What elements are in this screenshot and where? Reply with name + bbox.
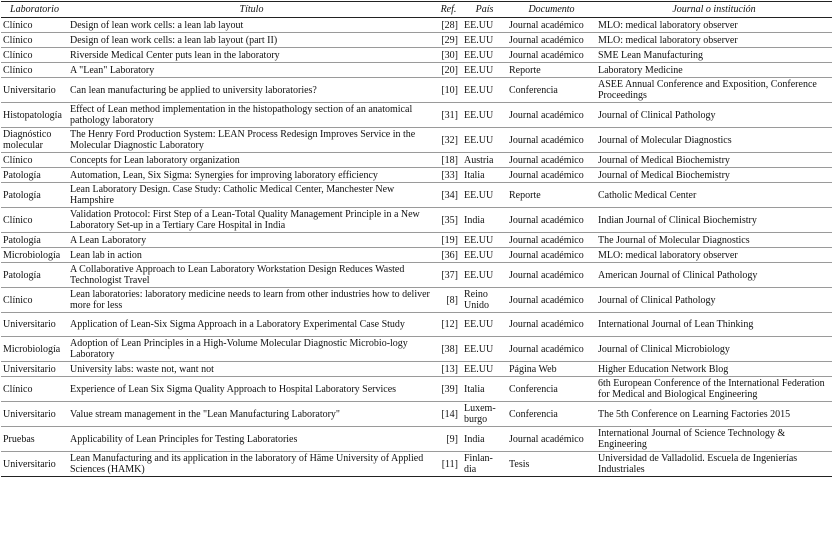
cell-ref: [20]: [435, 63, 462, 78]
cell-journal: The Journal of Molecular Diagnostics: [596, 233, 832, 248]
cell-titulo: Application of Lean-Six Sigma Approach in a Laboratory Experimental Case Study: [68, 313, 435, 337]
cell-journal: Laboratory Medicine: [596, 63, 832, 78]
cell-documento: Journal académico: [507, 168, 596, 183]
cell-documento: Journal académico: [507, 263, 596, 288]
table-row: [1, 288, 832, 313]
cell-journal: MLO: medical laboratory observer: [596, 248, 832, 263]
cell-pais: EE.UU: [462, 233, 507, 248]
cell-documento: Reporte: [507, 183, 596, 208]
header-documento: Documento: [507, 2, 596, 18]
table-row: [1, 78, 832, 103]
cell-pais: EE.UU: [462, 128, 507, 153]
cell-titulo: Lean laboratories: laboratory medicine needs to learn from other industries how to deliver more for less: [68, 288, 435, 313]
cell-documento: Conferencia: [507, 377, 596, 402]
cell-titulo: University labs: waste not, want not: [68, 362, 435, 377]
cell-journal: Journal of Medical Biochemistry: [596, 153, 832, 168]
table-row: [1, 337, 832, 362]
cell-pais: Italia: [462, 377, 507, 402]
cell-laboratorio: Universitario: [1, 362, 68, 377]
cell-titulo: Adoption of Lean Principles in a High-Volume Molecular Diagnostic Microbio-logy Laboratory: [68, 337, 435, 362]
cell-titulo: Experience of Lean Six Sigma Quality Approach to Hospital Laboratory Services: [68, 377, 435, 402]
cell-journal: International Journal of Science Technology & Engineering: [596, 427, 832, 452]
cell-pais: EE.UU: [462, 263, 507, 288]
cell-titulo: A "Lean" Laboratory: [68, 63, 435, 78]
table-row: [1, 208, 832, 233]
table-row: [1, 362, 832, 377]
cell-ref: [19]: [435, 233, 462, 248]
cell-pais: Luxem-burgo: [462, 402, 507, 427]
cell-titulo: Lean lab in action: [68, 248, 435, 263]
literature-table: [1, 1, 832, 477]
cell-ref: [12]: [435, 313, 462, 337]
cell-documento: Journal académico: [507, 427, 596, 452]
cell-pais: Italia: [462, 168, 507, 183]
cell-pais: Austria: [462, 153, 507, 168]
cell-ref: [33]: [435, 168, 462, 183]
cell-laboratorio: Patología: [1, 263, 68, 288]
cell-documento: Journal académico: [507, 248, 596, 263]
cell-titulo: Lean Manufacturing and its application in the laboratory of Häme University of Applied Sciences (HAMK): [68, 452, 435, 477]
table-row: [1, 427, 832, 452]
cell-laboratorio: Microbiología: [1, 248, 68, 263]
cell-ref: [13]: [435, 362, 462, 377]
cell-titulo: Concepts for Lean laboratory organization: [68, 153, 435, 168]
cell-ref: [37]: [435, 263, 462, 288]
table-row: [1, 402, 832, 427]
cell-journal: 6th European Conference of the International Federation for Medical and Biological Engineering: [596, 377, 832, 402]
header-row: [1, 2, 832, 18]
cell-laboratorio: Clínico: [1, 48, 68, 63]
cell-pais: EE.UU: [462, 183, 507, 208]
table-body: [1, 18, 832, 477]
cell-ref: [30]: [435, 48, 462, 63]
cell-ref: [31]: [435, 103, 462, 128]
cell-journal: SME Lean Manufacturing: [596, 48, 832, 63]
cell-pais: EE.UU: [462, 48, 507, 63]
cell-ref: [32]: [435, 128, 462, 153]
cell-laboratorio: Clínico: [1, 288, 68, 313]
cell-documento: Journal académico: [507, 337, 596, 362]
cell-documento: Journal académico: [507, 313, 596, 337]
cell-pais: EE.UU: [462, 63, 507, 78]
cell-ref: [38]: [435, 337, 462, 362]
cell-titulo: A Collaborative Approach to Lean Laboratory Workstation Design Reduces Wasted Technologist Travel: [68, 263, 435, 288]
cell-journal: Journal of Clinical Pathology: [596, 103, 832, 128]
cell-ref: [8]: [435, 288, 462, 313]
cell-pais: EE.UU: [462, 362, 507, 377]
cell-laboratorio: Clínico: [1, 33, 68, 48]
cell-journal: American Journal of Clinical Pathology: [596, 263, 832, 288]
cell-documento: Journal académico: [507, 103, 596, 128]
header-journal: Journal o institución: [596, 2, 832, 18]
cell-pais: EE.UU: [462, 78, 507, 103]
cell-titulo: Can lean manufacturing be applied to university laboratories?: [68, 78, 435, 103]
cell-laboratorio: Histopatología: [1, 103, 68, 128]
cell-ref: [39]: [435, 377, 462, 402]
cell-journal: Indian Journal of Clinical Biochemistry: [596, 208, 832, 233]
cell-documento: Journal académico: [507, 18, 596, 33]
cell-laboratorio: Universitario: [1, 313, 68, 337]
cell-documento: Journal académico: [507, 48, 596, 63]
cell-pais: Finlan-dia: [462, 452, 507, 477]
cell-journal: Journal of Clinical Microbiology: [596, 337, 832, 362]
cell-pais: EE.UU: [462, 103, 507, 128]
cell-ref: [35]: [435, 208, 462, 233]
header-pais: País: [462, 2, 507, 18]
cell-documento: Journal académico: [507, 128, 596, 153]
cell-documento: Reporte: [507, 63, 596, 78]
table-row: [1, 233, 832, 248]
cell-pais: EE.UU: [462, 337, 507, 362]
cell-titulo: Automation, Lean, Six Sigma: Synergies for improving laboratory efficiency: [68, 168, 435, 183]
cell-documento: Página Web: [507, 362, 596, 377]
cell-journal: Higher Education Network Blog: [596, 362, 832, 377]
cell-journal: Journal of Molecular Diagnostics: [596, 128, 832, 153]
cell-ref: [29]: [435, 33, 462, 48]
cell-pais: EE.UU: [462, 33, 507, 48]
cell-journal: Universidad de Valladolid. Escuela de Ingenierías Industriales: [596, 452, 832, 477]
cell-ref: [34]: [435, 183, 462, 208]
header-titulo: Título: [68, 2, 435, 18]
cell-documento: Journal académico: [507, 208, 596, 233]
cell-laboratorio: Diagnóstico molecular: [1, 128, 68, 153]
table-row: [1, 263, 832, 288]
cell-laboratorio: Patología: [1, 233, 68, 248]
cell-laboratorio: Universitario: [1, 402, 68, 427]
cell-laboratorio: Pruebas: [1, 427, 68, 452]
cell-titulo: The Henry Ford Production System: LEAN Process Redesign Improves Service in the Molecular Diagnostic Laboratory: [68, 128, 435, 153]
table-row: [1, 33, 832, 48]
table-row: [1, 377, 832, 402]
table-row: [1, 452, 832, 477]
table-row: [1, 63, 832, 78]
cell-journal: Catholic Medical Center: [596, 183, 832, 208]
cell-journal: The 5th Conference on Learning Factories 2015: [596, 402, 832, 427]
cell-ref: [36]: [435, 248, 462, 263]
table-row: [1, 313, 832, 337]
cell-laboratorio: Clínico: [1, 377, 68, 402]
table-row: [1, 18, 832, 33]
cell-laboratorio: Clínico: [1, 63, 68, 78]
cell-pais: EE.UU: [462, 248, 507, 263]
cell-laboratorio: Patología: [1, 183, 68, 208]
table-row: [1, 248, 832, 263]
cell-pais: EE.UU: [462, 18, 507, 33]
cell-journal: International Journal of Lean Thinking: [596, 313, 832, 337]
cell-titulo: Riverside Medical Center puts lean in the laboratory: [68, 48, 435, 63]
cell-laboratorio: Universitario: [1, 452, 68, 477]
cell-pais: India: [462, 427, 507, 452]
table-row: [1, 48, 832, 63]
cell-ref: [18]: [435, 153, 462, 168]
cell-ref: [10]: [435, 78, 462, 103]
cell-documento: Tesis: [507, 452, 596, 477]
cell-documento: Journal académico: [507, 233, 596, 248]
cell-documento: Journal académico: [507, 288, 596, 313]
cell-journal: MLO: medical laboratory observer: [596, 33, 832, 48]
cell-ref: [14]: [435, 402, 462, 427]
cell-pais: Reino Unido: [462, 288, 507, 313]
cell-ref: [9]: [435, 427, 462, 452]
cell-titulo: Validation Protocol: First Step of a Lean-Total Quality Management Principle in a New Laboratory Set-up in a Tertiary Care Hospital in India: [68, 208, 435, 233]
cell-laboratorio: Patología: [1, 168, 68, 183]
cell-titulo: Lean Laboratory Design. Case Study: Catholic Medical Center, Manchester New Hampshire: [68, 183, 435, 208]
cell-titulo: Value stream management in the "Lean Manufacturing Laboratory": [68, 402, 435, 427]
cell-pais: India: [462, 208, 507, 233]
cell-documento: Journal académico: [507, 33, 596, 48]
cell-titulo: Design of lean work cells: a lean lab layout (part II): [68, 33, 435, 48]
cell-laboratorio: Microbiología: [1, 337, 68, 362]
header-ref: Ref.: [435, 2, 462, 18]
table-row: [1, 103, 832, 128]
table-row: [1, 128, 832, 153]
cell-laboratorio: Clínico: [1, 18, 68, 33]
cell-ref: [11]: [435, 452, 462, 477]
cell-titulo: A Lean Laboratory: [68, 233, 435, 248]
cell-laboratorio: Universitario: [1, 78, 68, 103]
cell-journal: MLO: medical laboratory observer: [596, 18, 832, 33]
table-row: [1, 153, 832, 168]
cell-documento: Journal académico: [507, 153, 596, 168]
table-row: [1, 183, 832, 208]
cell-ref: [28]: [435, 18, 462, 33]
cell-laboratorio: Clínico: [1, 153, 68, 168]
cell-titulo: Effect of Lean method implementation in the histopathology section of an anatomical pathology laboratory: [68, 103, 435, 128]
cell-pais: EE.UU: [462, 313, 507, 337]
table-header: [1, 2, 832, 18]
header-laboratorio: Laboratorio: [1, 2, 68, 18]
table-row: [1, 168, 832, 183]
cell-titulo: Applicability of Lean Principles for Testing Laboratories: [68, 427, 435, 452]
cell-documento: Conferencia: [507, 78, 596, 103]
cell-journal: Journal of Medical Biochemistry: [596, 168, 832, 183]
cell-documento: Conferencia: [507, 402, 596, 427]
cell-laboratorio: Clínico: [1, 208, 68, 233]
cell-journal: ASEE Annual Conference and Exposition, Conference Proceedings: [596, 78, 832, 103]
cell-journal: Journal of Clinical Pathology: [596, 288, 832, 313]
cell-titulo: Design of lean work cells: a lean lab layout: [68, 18, 435, 33]
